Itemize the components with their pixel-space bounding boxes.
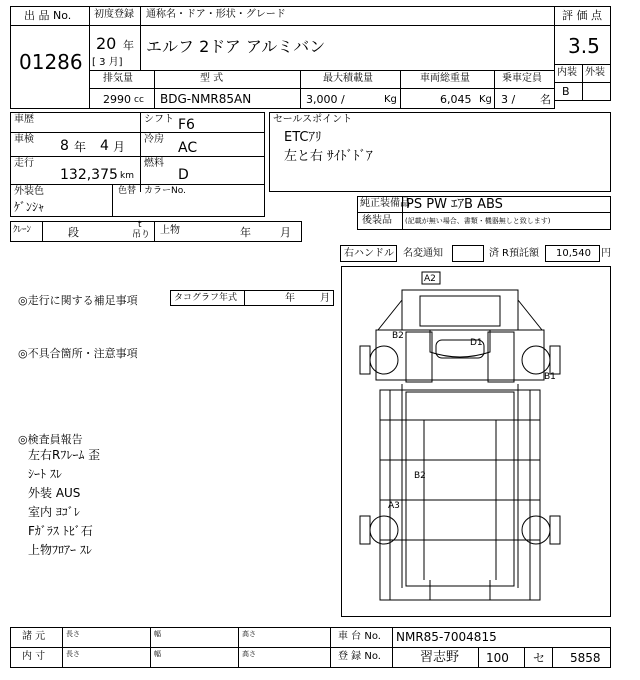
reg-label: 初度登録 <box>94 9 134 20</box>
inner-width-label: 幅 <box>154 650 161 658</box>
inspection-month-unit: 月 <box>113 140 126 154</box>
score-label: 評 価 点 <box>562 9 602 22</box>
load-unit: Kg <box>384 94 397 105</box>
ac-label: 冷房 <box>144 134 164 145</box>
crane-label: ｸﾚｰﾝ <box>13 225 32 235</box>
details-box <box>10 112 265 217</box>
mileage-unit: km <box>120 171 134 181</box>
reg-year-unit: 年 <box>123 39 134 52</box>
color-code-label: カラーNo. <box>144 186 186 196</box>
name-change-box <box>452 245 484 262</box>
name-label: 通称名・ドア・形状・グレード <box>146 9 286 20</box>
plate-class: 100 <box>486 651 509 665</box>
displacement-label: 排気量 <box>103 73 133 84</box>
inspector-line-1: 左右Rﾌﾚｰﾑ 歪 <box>28 448 101 462</box>
reg-month: [ 3 月] <box>92 57 123 68</box>
model-value: BDG-NMR85AN <box>160 92 252 106</box>
inspection-year: 8 <box>60 138 69 154</box>
inspection-month: 4 <box>100 138 109 154</box>
tachograph-year-unit: 年 <box>285 293 295 304</box>
mark-b1: B1 <box>544 372 556 382</box>
fuel-label: 燃料 <box>144 158 164 169</box>
recycle-label: R預託額 <box>502 248 539 259</box>
crane-hoist-label: 吊り <box>132 230 151 240</box>
inspector-line-2: ｼｰﾄ ｽﾚ <box>28 467 62 481</box>
recycle-unit: 円 <box>601 248 611 259</box>
ac-value: AC <box>178 140 198 156</box>
plate-area: 習志野 <box>420 650 460 665</box>
weight-value: 6,045 <box>440 93 472 106</box>
mileage-value: 132,375 <box>60 167 118 183</box>
top-body-year-unit: 年 <box>240 226 251 239</box>
capacity-unit: 名 <box>540 93 551 106</box>
inspector-line-5: Fｶﾞﾗｽ ﾄﾋﾞ石 <box>28 524 93 538</box>
plate-label: 登 録 No. <box>338 651 381 662</box>
rhd-label: 右ハンドル <box>344 248 394 259</box>
inspector-line-4: 室内 ﾖｺﾞﾚ <box>28 505 80 519</box>
interior-label: 内装 <box>557 67 577 78</box>
inspection-label: 車検 <box>14 134 34 145</box>
model-label: 型 式 <box>200 73 224 84</box>
mark-a2: A2 <box>424 274 436 284</box>
plate-number: 5858 <box>570 651 601 665</box>
shift-value: F6 <box>178 117 195 133</box>
crane-ton-label: t <box>138 220 142 230</box>
load-label: 最大積載量 <box>323 73 373 84</box>
chassis-number: NMR85-7004815 <box>396 630 497 644</box>
recycle-amount: 10,540 <box>556 248 591 259</box>
exterior-color-label: 外装色 <box>14 186 44 197</box>
aftermarket-label: 後装品 <box>362 215 392 226</box>
inner-height-label: 高さ <box>242 650 256 658</box>
defect-notes-label: ◎不具合箇所・注意事項 <box>18 347 138 360</box>
shift-label: シフト <box>144 114 174 125</box>
spec-width-label: 幅 <box>154 630 161 638</box>
reg-year: 20 <box>96 34 117 53</box>
interior-grade: B <box>562 85 570 98</box>
inspection-year-unit: 年 <box>74 140 87 154</box>
sales-label: セールスポイント <box>273 114 353 125</box>
load-value: 3,000 / <box>306 93 345 106</box>
tachograph-label: タコグラフ年式 <box>174 293 238 303</box>
mark-b2-cargo: B2 <box>414 471 426 481</box>
history-label: 車歴 <box>14 114 34 125</box>
mileage-label: 走行 <box>14 158 34 169</box>
inner-length-label: 長さ <box>66 650 80 658</box>
inspector-report-label: ◎検査員報告 <box>18 433 83 446</box>
top-body-label: 上物 <box>160 225 180 236</box>
plate-kana: セ <box>533 651 546 665</box>
condition-diagram-frame <box>341 266 611 617</box>
equipment-value: PS PW ｴｱB ABS <box>406 197 503 212</box>
capacity-label: 乗車定員 <box>502 73 542 84</box>
equipment-label: 純正装備品 <box>360 198 410 209</box>
inspector-line-6: 上物ﾌﾛｱｰ ｽﾚ <box>28 543 92 557</box>
mark-b2-front: B2 <box>392 331 404 341</box>
driving-notes-label: ◎走行に関する補足事項 <box>18 294 138 307</box>
spec-footer-label: 諸 元 <box>22 631 46 642</box>
sales-line-1: ETCｱﾘ <box>284 130 322 145</box>
score-value: 3.5 <box>568 34 600 58</box>
sales-line-2: 左と右 ｻｲﾄﾞﾄﾞｱ <box>284 149 373 164</box>
exterior-color-value: ｹﾞﾝｼｬ <box>14 200 45 214</box>
car-name: エルフ 2ドア アルミバン <box>146 37 326 56</box>
tachograph-month-unit: 月 <box>320 293 330 304</box>
top-body-month-unit: 月 <box>280 226 291 239</box>
chassis-label: 車 台 No. <box>338 631 381 642</box>
mark-d1: D1 <box>470 338 483 348</box>
weight-unit: Kg <box>479 94 492 105</box>
displacement-value: 2990 <box>103 93 131 106</box>
spec-length-label: 長さ <box>66 630 80 638</box>
mark-a3: A3 <box>388 501 400 511</box>
displacement-unit: cc <box>134 95 144 105</box>
recycle-prefix: 済 <box>489 248 499 259</box>
capacity-value: 3 / <box>501 93 516 106</box>
lot-label: 出 品 No. <box>24 9 72 22</box>
inner-size-label: 内 寸 <box>22 651 46 662</box>
weight-label: 車両総重量 <box>420 73 470 84</box>
lot-number: 01286 <box>19 50 83 74</box>
color-no-label: 色替 <box>118 186 137 196</box>
exterior-label: 外装 <box>585 67 605 78</box>
spec-height-label: 高さ <box>242 630 256 638</box>
aftermarket-note: (記載が無い場合、書類・機器無しと致します) <box>405 217 551 225</box>
fuel-value: D <box>178 167 189 183</box>
crane-stage-unit: 段 <box>68 226 79 239</box>
name-change-label: 名変通知 <box>403 248 443 259</box>
crane-row <box>10 221 302 242</box>
inspector-line-3: 外装 AUS <box>28 486 81 500</box>
